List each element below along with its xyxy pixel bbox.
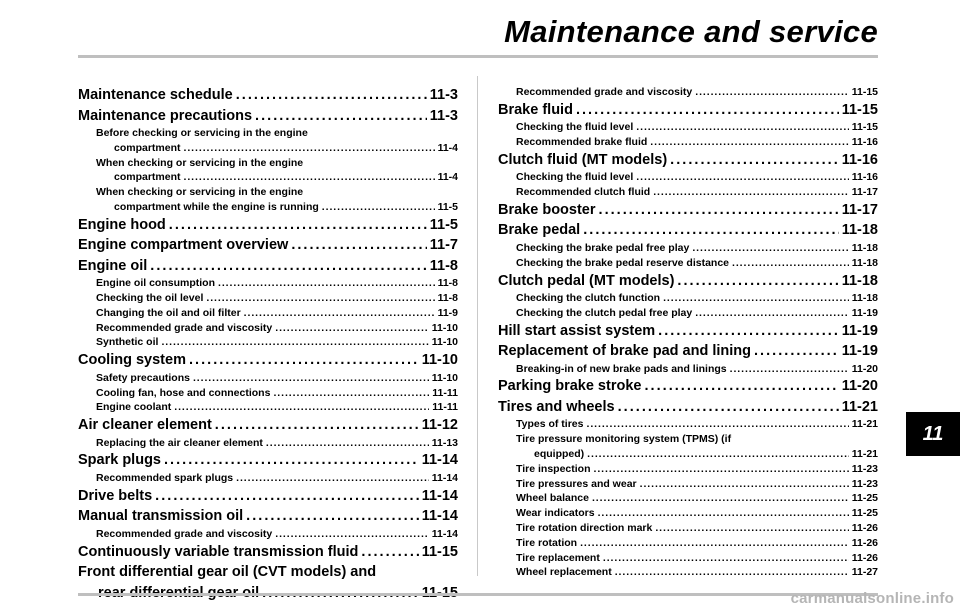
toc-page-number: 11-16 [841, 151, 878, 168]
toc-entry[interactable] [498, 491, 878, 506]
toc-entry-line[interactable] [78, 126, 458, 141]
toc-entry[interactable] [498, 150, 878, 171]
toc-page-number: 11-17 [841, 201, 878, 218]
toc-page-number: 11-20 [841, 378, 878, 395]
toc-entry-text: Spark plugs [78, 452, 161, 469]
dot-leader [695, 306, 849, 321]
toc-page-number: 11-14 [431, 527, 458, 540]
dot-leader [275, 527, 428, 542]
toc-page-number: 11-26 [851, 536, 878, 549]
toc-entry[interactable] [78, 486, 458, 507]
toc-entry-text: Changing the oil and oil filter [96, 306, 241, 319]
toc-page-number: 11-9 [437, 306, 458, 319]
dot-leader [598, 506, 849, 521]
dot-leader [670, 150, 839, 171]
dot-leader [576, 100, 839, 121]
toc-entry[interactable] [498, 376, 878, 397]
toc-page-number: 11-19 [841, 322, 878, 339]
toc-entry[interactable] [78, 321, 458, 336]
toc-page-number: 11-8 [437, 292, 458, 305]
dot-leader [184, 141, 435, 156]
toc-entry[interactable] [78, 235, 458, 256]
toc-entry[interactable] [498, 565, 878, 580]
toc-page-number: 11-7 [429, 237, 458, 254]
toc-entry-text: When checking or servicing in the engine [96, 156, 304, 169]
dot-leader [636, 120, 848, 135]
dot-leader [189, 350, 419, 371]
toc-entry-text: Tire rotation [516, 536, 578, 549]
dot-leader [236, 85, 427, 106]
toc-entry[interactable] [78, 85, 458, 106]
dot-leader [587, 447, 849, 462]
toc-entry[interactable] [498, 551, 878, 566]
toc-entry-text: Front differential gear oil (CVT models) and [78, 564, 377, 581]
dot-leader [161, 335, 428, 350]
toc-entry-text: Tires and wheels [498, 398, 615, 415]
toc-entry-text: Engine coolant [96, 401, 172, 414]
toc-page-number: 11-15 [421, 543, 458, 560]
toc-entry-text: equipped) [534, 448, 585, 461]
toc-entry[interactable] [498, 462, 878, 477]
toc-entry-text: Checking the fluid level [516, 171, 634, 184]
dot-leader [273, 386, 429, 401]
toc-entry-text: Recommended grade and viscosity [96, 321, 273, 334]
dot-leader [615, 565, 849, 580]
toc-entry[interactable] [498, 397, 878, 418]
dot-leader [218, 276, 435, 291]
toc-entry[interactable] [78, 400, 458, 415]
toc-entry[interactable] [498, 521, 878, 536]
toc-entry-text: Wear indicators [516, 507, 595, 520]
toc-entry-text: Manual transmission oil [78, 508, 244, 525]
toc-page-number: 11-26 [851, 522, 878, 535]
footer-rule [78, 593, 878, 596]
toc-page-number: 11-16 [851, 171, 878, 184]
toc-page-number: 11-16 [851, 136, 878, 149]
toc-page-number: 11-14 [421, 487, 458, 504]
toc-entry[interactable] [498, 321, 878, 342]
dot-leader [594, 462, 849, 477]
toc-page-number: 11-11 [432, 401, 458, 414]
dot-leader [587, 417, 849, 432]
toc-entry-text: Checking the oil level [96, 292, 204, 305]
toc-page-number: 11-15 [841, 101, 878, 118]
toc-page-number: 11-4 [437, 171, 458, 184]
toc-page-number: 11-4 [437, 141, 458, 154]
toc-page-number: 11-18 [841, 272, 878, 289]
toc-page-number: 11-14 [421, 508, 458, 525]
dot-leader [244, 306, 435, 321]
toc-entry-text: Recommended grade and viscosity [96, 527, 273, 540]
toc-entry-text: Checking the clutch function [516, 292, 661, 305]
toc-entry-line[interactable] [498, 432, 878, 447]
toc-entry-text: Brake booster [498, 201, 596, 218]
chapter-tab[interactable]: 11 [906, 412, 960, 456]
dot-leader [236, 471, 429, 486]
toc-entry-text: Tire pressures and wear [516, 477, 637, 490]
toc-page-number: 11-14 [431, 471, 458, 484]
toc-entry-text: Wheel balance [516, 492, 589, 505]
toc-entry[interactable] [498, 341, 878, 362]
dot-leader [655, 521, 848, 536]
toc-entry-text: Continuously variable transmission fluid [78, 543, 359, 560]
toc-entry[interactable] [498, 362, 878, 377]
toc-entry-text: Engine oil consumption [96, 277, 215, 290]
toc-entry-text: Replacing the air cleaner element [96, 436, 263, 449]
toc-page-number: 11-5 [429, 216, 458, 233]
toc-entry[interactable] [498, 271, 878, 292]
toc-entry-text: Recommended spark plugs [96, 471, 234, 484]
dot-leader [636, 170, 848, 185]
toc-entry[interactable] [78, 506, 458, 527]
dot-leader [184, 170, 435, 185]
dot-leader [692, 241, 848, 256]
dot-leader [193, 371, 429, 386]
dot-leader [206, 291, 434, 306]
dot-leader [150, 256, 426, 277]
toc-entry[interactable] [78, 450, 458, 471]
toc-entry-text: compartment [114, 171, 181, 184]
toc-entry[interactable] [78, 350, 458, 371]
dot-leader [677, 271, 838, 292]
toc-entry[interactable] [498, 256, 878, 271]
toc-entry-text: Wheel replacement [516, 566, 612, 579]
toc-page-number: 11-10 [431, 336, 458, 349]
dot-leader [291, 235, 426, 256]
dot-leader [663, 291, 849, 306]
toc-page-number: 11-18 [851, 292, 878, 305]
toc-entry-text: Checking the fluid level [516, 121, 634, 134]
toc-page-number: 11-12 [421, 417, 458, 434]
dot-leader [580, 536, 849, 551]
toc-entry[interactable] [78, 542, 458, 563]
toc-entry-text: Tire rotation direction mark [516, 522, 653, 535]
toc-entry[interactable] [498, 135, 878, 150]
toc-page-number: 11-19 [841, 343, 878, 360]
toc-right-column [498, 85, 878, 580]
toc-entry[interactable] [78, 200, 458, 215]
dot-leader [275, 321, 428, 336]
toc-entry-line[interactable] [78, 185, 458, 200]
toc-entry-text: Brake fluid [498, 101, 573, 118]
toc-entry[interactable] [78, 415, 458, 436]
toc-entry[interactable] [78, 256, 458, 277]
toc-entry-text: Replacement of brake pad and lining [498, 343, 751, 360]
toc-entry[interactable] [78, 306, 458, 321]
toc-entry-text: Maintenance precautions [78, 107, 253, 124]
header-rule [78, 55, 878, 58]
toc-page-number: 11-10 [421, 352, 458, 369]
toc-entry-text: Checking the brake pedal reserve distance [516, 256, 730, 269]
toc-entry-text: Breaking-in of new brake pads and linings [516, 362, 727, 375]
toc-entry-text: Cooling fan, hose and connections [96, 386, 271, 399]
dot-leader [164, 450, 419, 471]
toc-entry-text: Engine compartment overview [78, 237, 289, 254]
toc-entry[interactable] [498, 85, 878, 100]
toc-entry[interactable] [78, 170, 458, 185]
toc-entry-text: Cooling system [78, 352, 186, 369]
toc-entry[interactable] [498, 506, 878, 521]
toc-entry-text: Tire replacement [516, 551, 600, 564]
toc-entry-text: Recommended clutch fluid [516, 186, 651, 199]
toc-entry[interactable] [498, 241, 878, 256]
toc-page-number: 11-10 [431, 321, 458, 334]
toc-entry-text: Engine oil [78, 257, 148, 274]
toc-entry-text: Recommended grade and viscosity [516, 86, 693, 98]
toc-entry[interactable] [498, 477, 878, 492]
toc-entry[interactable] [498, 100, 878, 121]
toc-left-column [78, 85, 458, 603]
toc-entry[interactable] [498, 536, 878, 551]
toc-entry-text: Checking the clutch pedal free play [516, 306, 693, 319]
toc-entry[interactable] [78, 276, 458, 291]
toc-entry[interactable] [78, 371, 458, 386]
toc-entry[interactable] [78, 527, 458, 542]
toc-entry-text: Brake pedal [498, 222, 581, 239]
dot-leader [155, 486, 419, 507]
page-title: Maintenance and service [504, 14, 878, 49]
toc-entry-text: Safety precautions [96, 371, 190, 384]
dot-leader [266, 436, 429, 451]
toc-entry-line[interactable] [78, 156, 458, 171]
toc-entry[interactable] [78, 386, 458, 401]
dot-leader [644, 376, 838, 397]
dot-leader [169, 215, 427, 236]
toc-entry-text: Tire pressure monitoring system (TPMS) (if [516, 433, 732, 446]
toc-entry[interactable] [498, 291, 878, 306]
watermark-logo: carmanualsonline.info [790, 590, 954, 607]
dot-leader [653, 185, 849, 200]
toc-page-number: 11-15 [851, 86, 878, 98]
toc-page-number: 11-13 [431, 436, 458, 449]
dot-leader [215, 415, 419, 436]
toc-page-number: 11-21 [841, 398, 878, 415]
toc-page-number: 11-3 [429, 87, 458, 103]
toc-page-number: 11-23 [851, 462, 878, 475]
toc-entry-text: Types of tires [516, 418, 584, 431]
dot-leader [361, 542, 418, 563]
toc-entry-text: Maintenance schedule [78, 87, 233, 103]
toc-entry-text: Parking brake stroke [498, 378, 642, 395]
toc-entry-text: Drive belts [78, 487, 153, 504]
toc-entry[interactable] [498, 200, 878, 221]
toc-entry-text: Tire inspection [516, 462, 591, 475]
dot-leader [730, 362, 849, 377]
toc-page-number: 11-21 [851, 418, 878, 431]
toc-page-number: 11-26 [851, 551, 878, 564]
toc-page-number: 11-19 [851, 306, 878, 319]
dot-leader [640, 477, 849, 492]
column-divider [477, 76, 478, 576]
dot-leader [650, 135, 848, 150]
toc-page-number: 11-3 [429, 107, 458, 124]
toc-entry-text: Air cleaner element [78, 417, 212, 434]
toc-entry[interactable] [498, 185, 878, 200]
dot-leader [599, 200, 839, 221]
toc-page-number: 11-27 [851, 566, 878, 579]
dot-leader [754, 341, 839, 362]
dot-leader [618, 397, 839, 418]
toc-page-number: 11-18 [851, 256, 878, 269]
toc-entry-text: compartment while the engine is running [114, 200, 319, 213]
dot-leader [255, 106, 427, 127]
toc-entry[interactable] [498, 417, 878, 432]
toc-entry[interactable] [498, 170, 878, 185]
toc-page-number: 11-25 [851, 507, 878, 520]
toc-entry[interactable] [78, 141, 458, 156]
toc-entry[interactable] [498, 220, 878, 241]
toc-entry[interactable] [498, 306, 878, 321]
toc-page-number: 11-14 [421, 452, 458, 469]
toc-entry-text: When checking or servicing in the engine [96, 186, 304, 199]
toc-entry-text: Checking the brake pedal free play [516, 241, 690, 254]
dot-leader [322, 200, 435, 215]
toc-page-number: 11-8 [429, 257, 458, 274]
toc-entry-text: Clutch fluid (MT models) [498, 151, 668, 168]
toc-page-number: 11-10 [431, 371, 458, 384]
toc-page-number: 11-25 [851, 492, 878, 505]
toc-entry-line[interactable] [78, 562, 458, 583]
toc-page-number: 11-18 [841, 222, 878, 239]
toc-entry[interactable] [498, 447, 878, 462]
toc-page-number: 11-5 [437, 200, 458, 213]
dot-leader [592, 491, 849, 506]
dot-leader [732, 256, 849, 271]
toc-entry-text: Engine hood [78, 216, 166, 233]
dot-leader [695, 85, 848, 100]
toc-page-number: 11-20 [851, 362, 878, 375]
dot-leader [246, 506, 419, 527]
toc-entry-text: Recommended brake fluid [516, 136, 648, 149]
toc-entry-text: Hill start assist system [498, 322, 656, 339]
toc-entry[interactable] [78, 106, 458, 127]
toc-entry-text: compartment [114, 141, 181, 154]
toc-page-number: 11-15 [851, 121, 878, 134]
toc-page-number: 11-21 [851, 448, 878, 461]
dot-leader [658, 321, 839, 342]
toc-entry[interactable] [78, 215, 458, 236]
toc-page-number: 11-8 [437, 277, 458, 290]
toc-entry[interactable] [78, 436, 458, 451]
toc-entry-text: Synthetic oil [96, 336, 159, 349]
toc-entry[interactable] [78, 335, 458, 350]
toc-entry-text: Before checking or servicing in the engine [96, 127, 308, 139]
dot-leader [603, 551, 849, 566]
dot-leader [583, 220, 838, 241]
toc-page-number: 11-17 [851, 186, 878, 199]
toc-entry-text: Clutch pedal (MT models) [498, 272, 675, 289]
toc-entry[interactable] [78, 291, 458, 306]
toc-page-number: 11-11 [432, 386, 458, 399]
toc-entry[interactable] [498, 120, 878, 135]
dot-leader [174, 400, 429, 415]
toc-page-number: 11-18 [851, 241, 878, 254]
toc-page-number: 11-23 [851, 477, 878, 490]
toc-entry[interactable] [78, 471, 458, 486]
